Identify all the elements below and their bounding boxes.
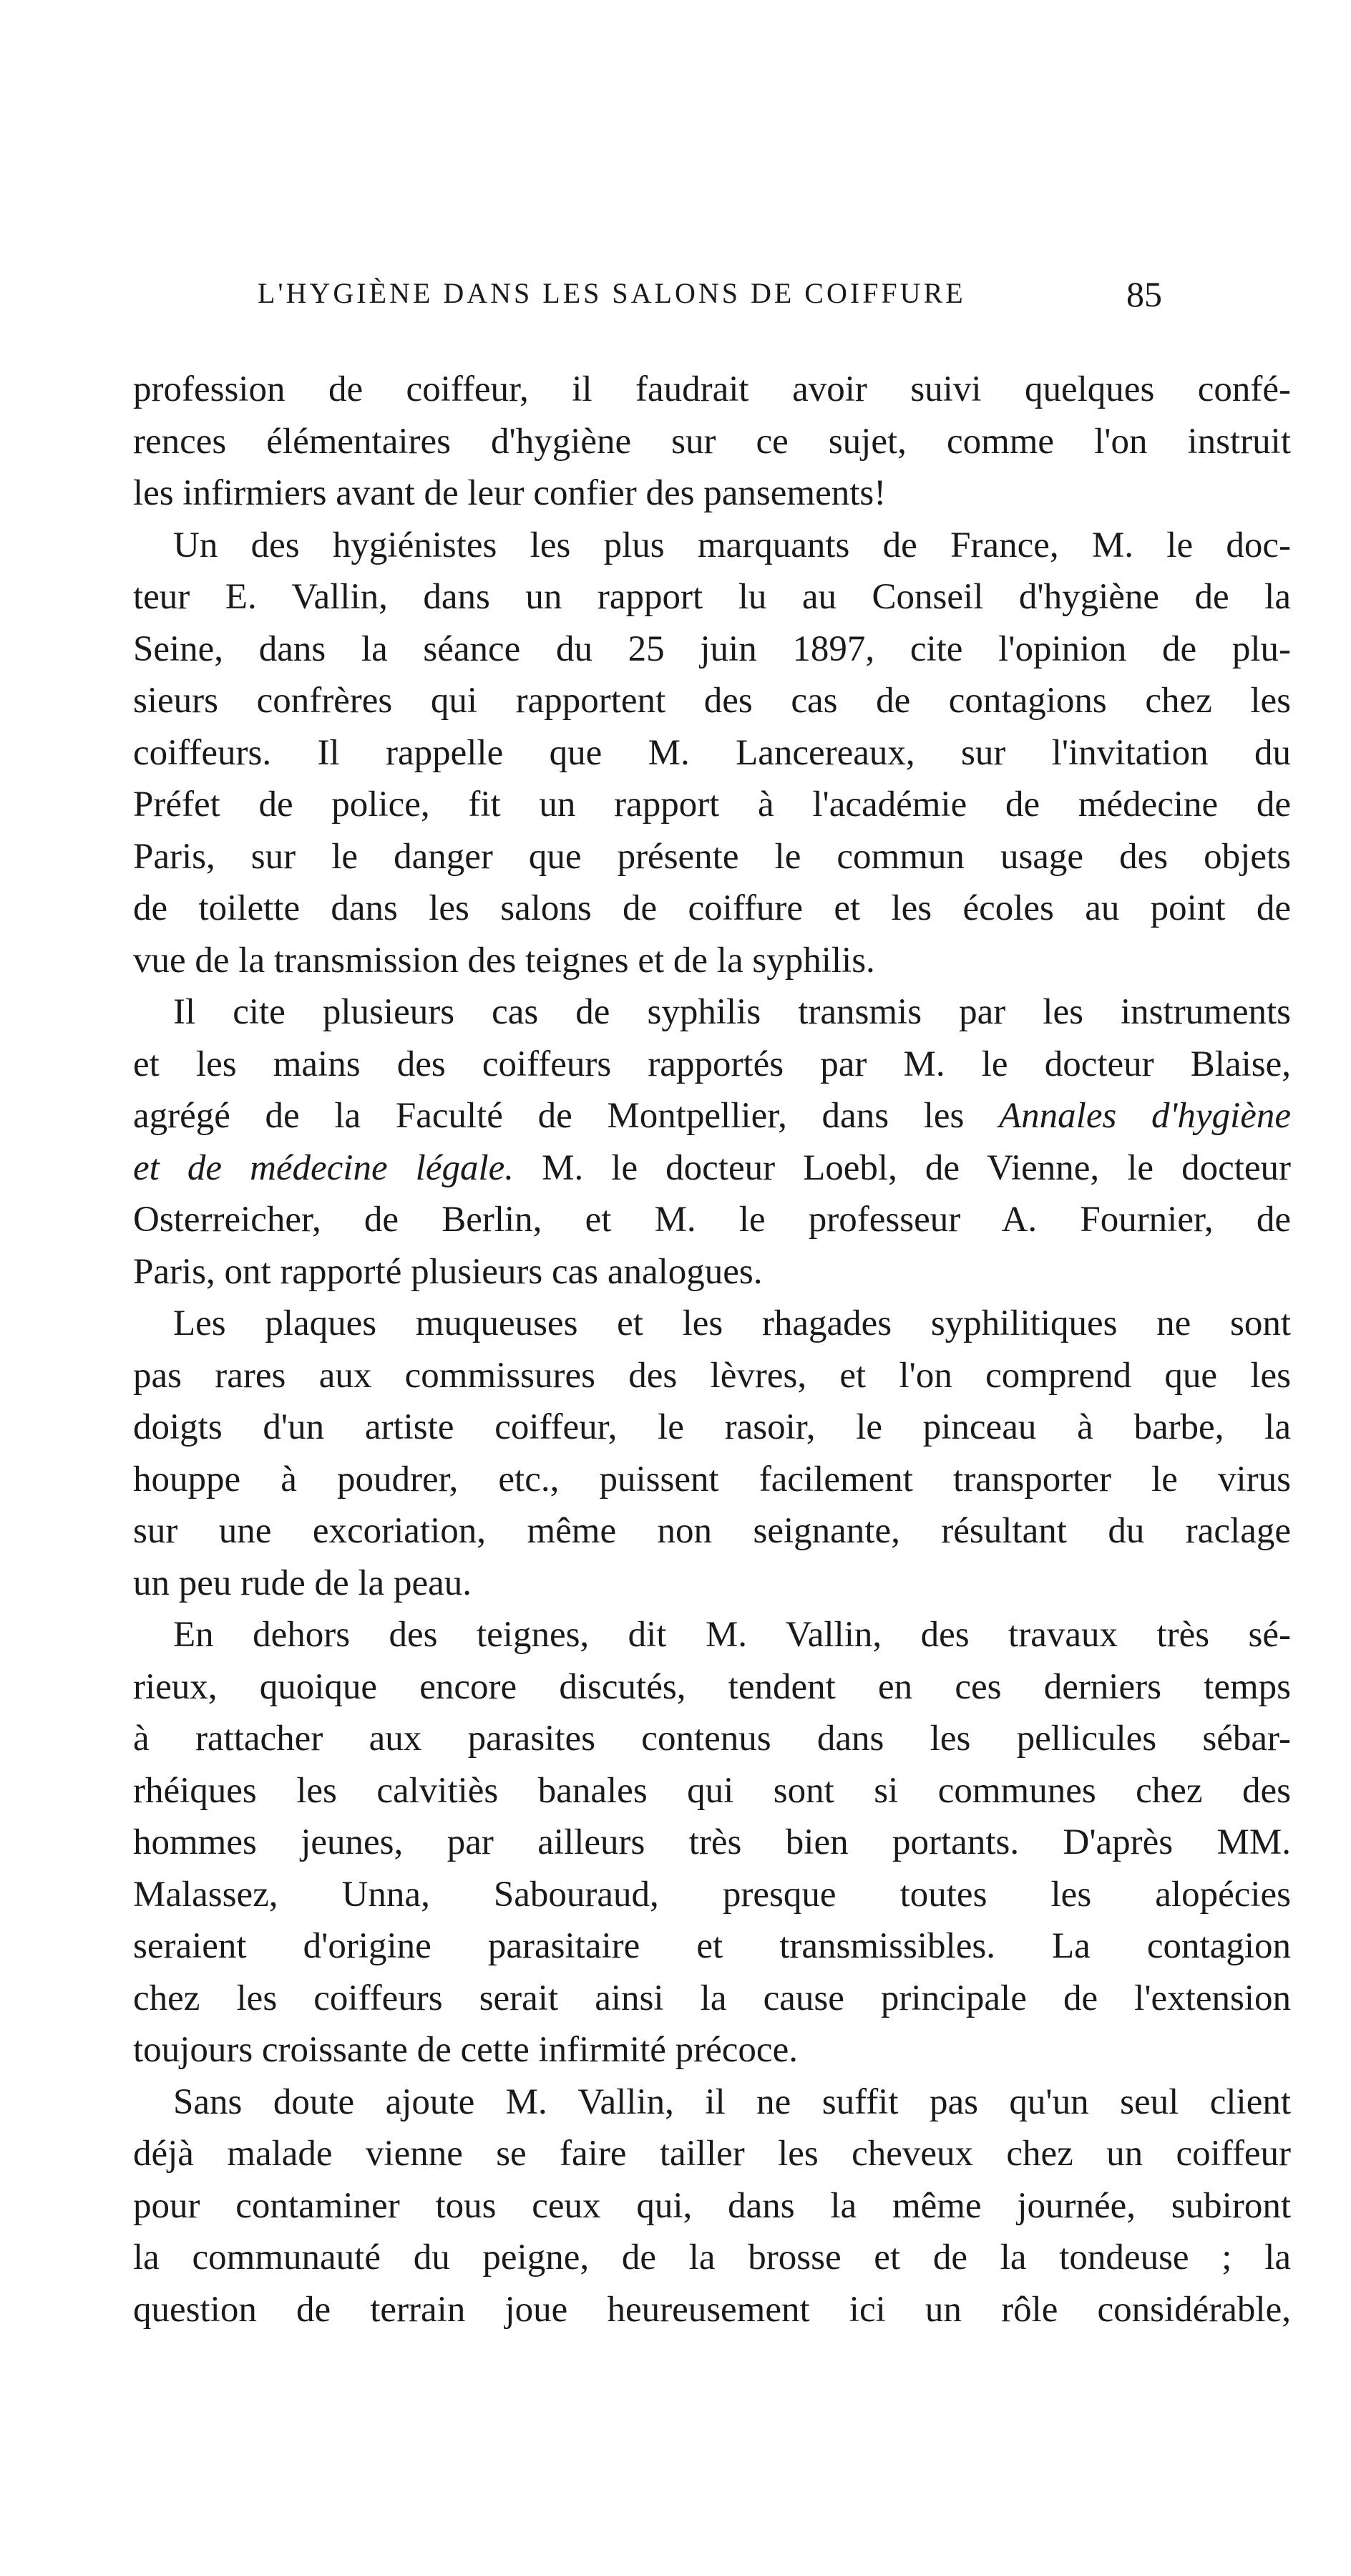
text-line (133, 1557, 1291, 1610)
text-run: Préfet de police, fit un rapport à l'académie de médecine de (133, 784, 1291, 825)
text-run: sur une excoriation, même non seignante, résultant du raclage (133, 1511, 1291, 1551)
text-line (133, 779, 1291, 831)
text-line (133, 520, 1291, 572)
text-line (133, 1454, 1291, 1506)
text-line (133, 1920, 1291, 1973)
text-run: un peu rude de la peau. (133, 1562, 472, 1603)
text-line (133, 675, 1291, 727)
text-run: déjà malade vienne se faire tailler les cheveux chez un coiffeur (133, 2134, 1291, 2174)
text-line (133, 1661, 1291, 1714)
text-line (133, 2024, 1291, 2076)
text-run: rieux, quoique encore discutés, tendent en ces derniers temps (133, 1666, 1291, 1707)
text-run: pour contaminer tous ceux qui, dans la même journée, subiront (133, 2185, 1291, 2226)
text-run: Paris, ont rapporté plusieurs cas analogues. (133, 1251, 763, 1292)
text-run: hommes jeunes, par ailleurs très bien portants. D'après MM. (133, 1822, 1291, 1862)
italic-title: Annales d'hygiène (999, 1096, 1291, 1136)
text-line (133, 416, 1291, 468)
text-line (133, 1350, 1291, 1402)
text-line (133, 883, 1291, 935)
text-run: teur E. Vallin, dans un rapport lu au Conseil d'hygiène de la (133, 577, 1291, 617)
text-run: les infirmiers avant de leur confier des pansements! (133, 473, 887, 513)
text-run: Sans doute ajoute M. Vallin, il ne suffit pas qu'un seul client (173, 2081, 1291, 2122)
text-line (133, 2284, 1291, 2336)
body-text (133, 364, 1291, 2336)
text-run: Paris, sur le danger que présente le commun usage des objets (133, 836, 1291, 877)
text-run: Malassez, Unna, Sabouraud, presque toutes les alopécies (133, 1874, 1291, 1915)
text-line (133, 1194, 1291, 1246)
text-run: rhéiques les calvitiès banales qui sont si communes chez des (133, 1770, 1291, 1811)
text-line (133, 1090, 1291, 1142)
text-run: toujours croissante de cette infirmité précoce. (133, 2030, 798, 2070)
text-line (133, 727, 1291, 779)
text-run: seraient d'origine parasitaire et transmissibles. La contagion (133, 1926, 1291, 1966)
text-line (133, 935, 1291, 987)
text-line (133, 2128, 1291, 2180)
text-run: Osterreicher, de Berlin, et M. le professeur A. Fournier, de (133, 1200, 1291, 1240)
text-run: à rattacher aux parasites contenus dans les pellicules sébar- (133, 1719, 1291, 1759)
text-run: la communauté du peigne, de la brosse et de la tondeuse ; la (133, 2237, 1291, 2278)
running-head (258, 276, 1162, 326)
text-line (133, 623, 1291, 676)
text-run: chez les coiffeurs serait ainsi la cause principale de l'extension (133, 1978, 1291, 2018)
text-line (133, 1298, 1291, 1350)
text-line (133, 2180, 1291, 2232)
text-run: En dehors des teignes, dit M. Vallin, des travaux très sé- (173, 1615, 1291, 1655)
text-run: et les mains des coiffeurs rapportés par M. le docteur Blaise, (133, 1044, 1291, 1084)
text-line (133, 1142, 1291, 1195)
text-run: sieurs confrères qui rapportent des cas de contagions chez les (133, 681, 1291, 721)
text-line (133, 1713, 1291, 1765)
text-run: M. le docteur Loebl, de Vienne, le docteur (514, 1147, 1291, 1188)
text-run: Un des hygiénistes les plus marquants de France, M. le doc- (173, 525, 1291, 565)
text-run: Seine, dans la séance du 25 juin 1897, cite l'opinion de plu- (133, 628, 1291, 669)
text-line (133, 1505, 1291, 1557)
text-run: pas rares aux commissures des lèvres, et l'on comprend que les (133, 1355, 1291, 1396)
text-line (133, 986, 1291, 1039)
text-run: vue de la transmission des teignes et de la syphilis. (133, 940, 875, 981)
text-line (133, 1869, 1291, 1921)
text-run: Il cite plusieurs cas de syphilis transmis par les instruments (173, 992, 1291, 1032)
text-run: profession de coiffeur, il faudrait avoir suivi quelques confé- (133, 369, 1291, 409)
text-line (133, 1401, 1291, 1454)
text-run: doigts d'un artiste coiffeur, le rasoir, le pinceau à barbe, la (133, 1407, 1291, 1447)
text-run: coiffeurs. Il rappelle que M. Lancereaux, sur l'invitation du (133, 732, 1291, 773)
text-run: Les plaques muqueuses et les rhagades syphilitiques ne sont (173, 1303, 1291, 1343)
page-number: 85 (1126, 274, 1162, 314)
text-line (133, 1765, 1291, 1817)
text-line (133, 467, 1291, 520)
text-line (133, 2076, 1291, 2129)
text-line (133, 1973, 1291, 2025)
text-line (133, 1817, 1291, 1869)
text-run: agrégé de la Faculté de Montpellier, dans les (133, 1096, 1000, 1136)
text-line (133, 831, 1291, 883)
text-run: rences élémentaires d'hygiène sur ce sujet, comme l'on instruit (133, 421, 1291, 462)
text-line (133, 571, 1291, 623)
italic-title: et de médecine légale. (133, 1147, 514, 1188)
text-run: de toilette dans les salons de coiffure et les écoles au point de (133, 888, 1291, 928)
running-title: L'HYGIÈNE DANS LES SALONS DE COIFFURE (258, 277, 966, 309)
text-run: question de terrain joue heureusement ici un rôle considérable, (133, 2289, 1291, 2330)
text-run: houppe à poudrer, etc., puissent facilement transporter le virus (133, 1459, 1291, 1500)
text-line (133, 2232, 1291, 2284)
text-line (133, 1039, 1291, 1091)
text-line (133, 364, 1291, 416)
text-line (133, 1246, 1291, 1298)
text-line (133, 1609, 1291, 1661)
